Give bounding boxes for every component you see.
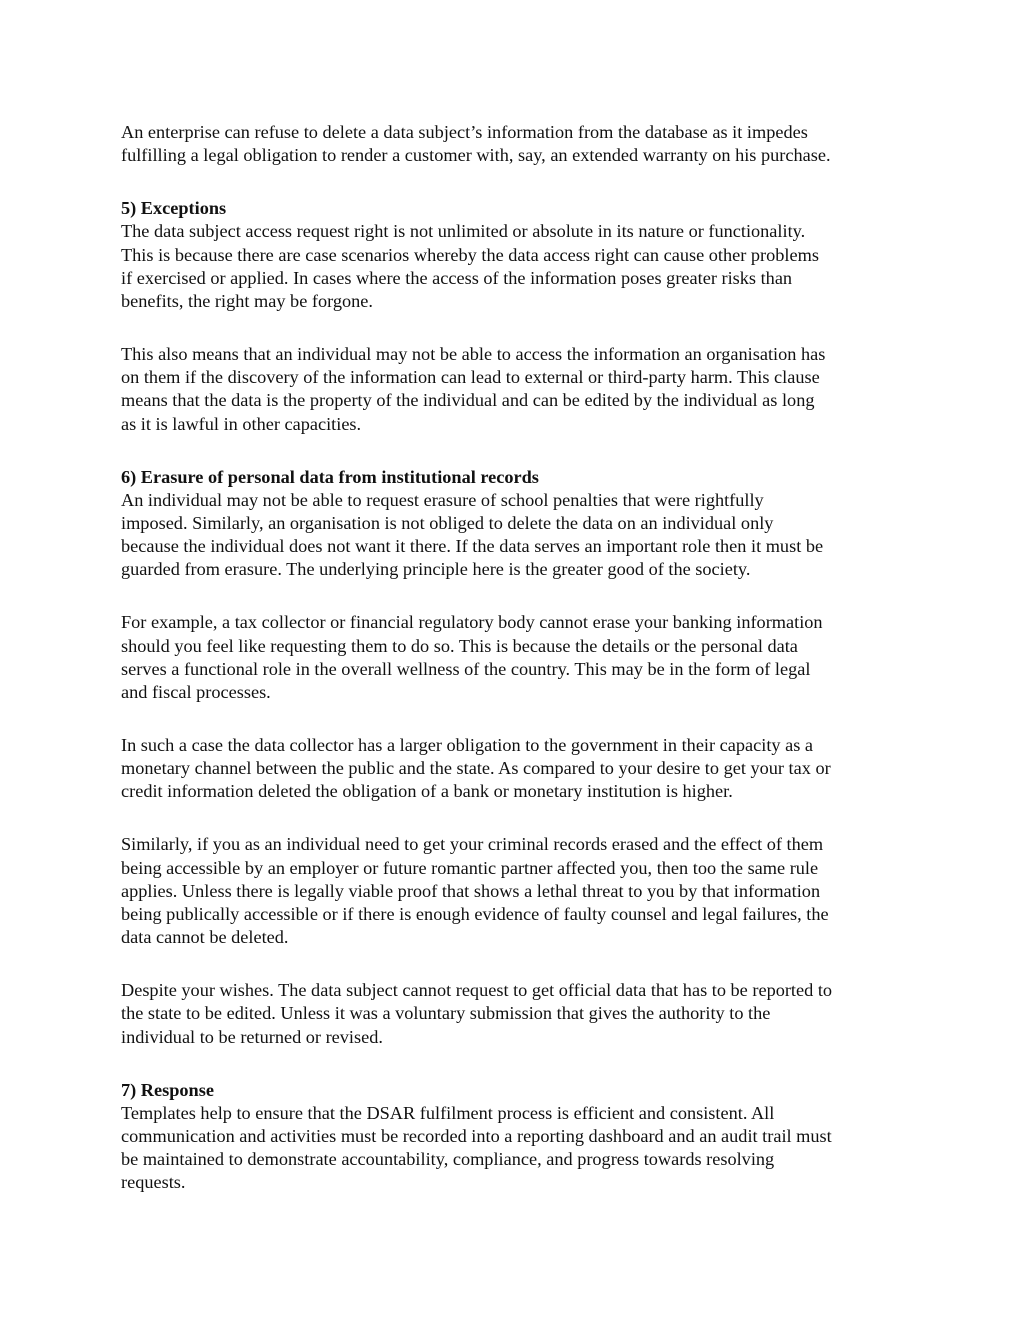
text-line: Despite your wishes. The data subject cannot request to get official data that has to be reported to [121, 980, 833, 1001]
text-line: monetary channel between the public and the state. As compared to your desire to get your tax or [121, 758, 831, 779]
text-line: An individual may not be able to request erasure of school penalties that were rightfully [121, 489, 764, 510]
text-line: communication and activities must be recorded into a reporting dashboard and an audit trail must [121, 1126, 832, 1147]
text-line: credit information deleted the obligation of a bank or monetary institution is higher. [121, 781, 733, 802]
text-line: should you feel like requesting them to do so. This is because the details or the personal data [121, 635, 798, 656]
text-line: guarded from erasure. The underlying principle here is the greater good of the society. [121, 559, 751, 580]
section-exceptions [121, 197, 921, 313]
text-line: requests. [121, 1172, 186, 1193]
paragraph-enterprise-refusal [121, 121, 921, 167]
text-line: Templates help to ensure that the DSAR fulfilment process is efficient and consistent. All [121, 1102, 775, 1123]
text-line: This is because there are case scenarios whereby the data access right can cause other problems [121, 244, 819, 265]
section-heading: 6) Erasure of personal data from institutional records [121, 466, 539, 487]
paragraph-data-collector [121, 734, 921, 804]
text-line: being accessible by an employer or future romantic partner affected you, then too the same rule [121, 857, 819, 878]
paragraph-official-data [121, 979, 921, 1049]
paragraph-criminal-records [121, 833, 921, 949]
text-line: and fiscal processes. [121, 682, 271, 703]
text-line: applies. Unless there is legally viable proof that shows a lethal threat to you by that information [121, 880, 821, 901]
section-response [121, 1079, 921, 1195]
paragraph-tax-example [121, 611, 921, 704]
text-line: on them if the discovery of the information can lead to external or third-party harm. This clause [121, 367, 820, 388]
document-page [121, 121, 921, 1224]
text-line: serves a functional role in the overall wellness of the country. This may be in the form of legal [121, 658, 811, 679]
text-line: the state to be edited. Unless it was a voluntary submission that gives the authority to the [121, 1003, 771, 1024]
section-heading: 5) Exceptions [121, 198, 227, 219]
text-line: be maintained to demonstrate accountability, compliance, and progress towards resolving [121, 1149, 775, 1170]
text-line: Similarly, if you as an individual need to get your criminal records erased and the effect of them [121, 834, 824, 855]
text-line: The data subject access request right is not unlimited or absolute in its nature or functionality. [121, 221, 806, 242]
text-line: For example, a tax collector or financial regulatory body cannot erase your banking information [121, 612, 823, 633]
text-line: being publically accessible or if there is enough evidence of faulty counsel and legal failures, the [121, 904, 829, 925]
paragraph-access-limits [121, 343, 921, 436]
text-line: individual to be returned or revised. [121, 1026, 383, 1047]
text-line: benefits, the right may be forgone. [121, 291, 373, 312]
text-line: as it is lawful in other capacities. [121, 413, 362, 434]
section-heading: 7) Response [121, 1079, 214, 1100]
text-line: if exercised or applied. In cases where the access of the information poses greater risks than [121, 267, 793, 288]
section-erasure [121, 466, 921, 582]
text-line: data cannot be deleted. [121, 927, 289, 948]
text-line: This also means that an individual may not be able to access the information an organisation has [121, 344, 826, 365]
text-line: imposed. Similarly, an organisation is not obliged to delete the data on an individual only [121, 513, 774, 534]
text-line: means that the data is the property of the individual and can be edited by the individual as long [121, 390, 815, 411]
text-line: In such a case the data collector has a larger obligation to the government in their capacity as a [121, 735, 814, 756]
text-line: fulfilling a legal obligation to render a customer with, say, an extended warranty on his purchase. [121, 145, 831, 166]
text-line: An enterprise can refuse to delete a data subject’s information from the database as it impedes [121, 122, 808, 142]
text-line: because the individual does not want it there. If the data serves an important role then it must be [121, 536, 824, 557]
